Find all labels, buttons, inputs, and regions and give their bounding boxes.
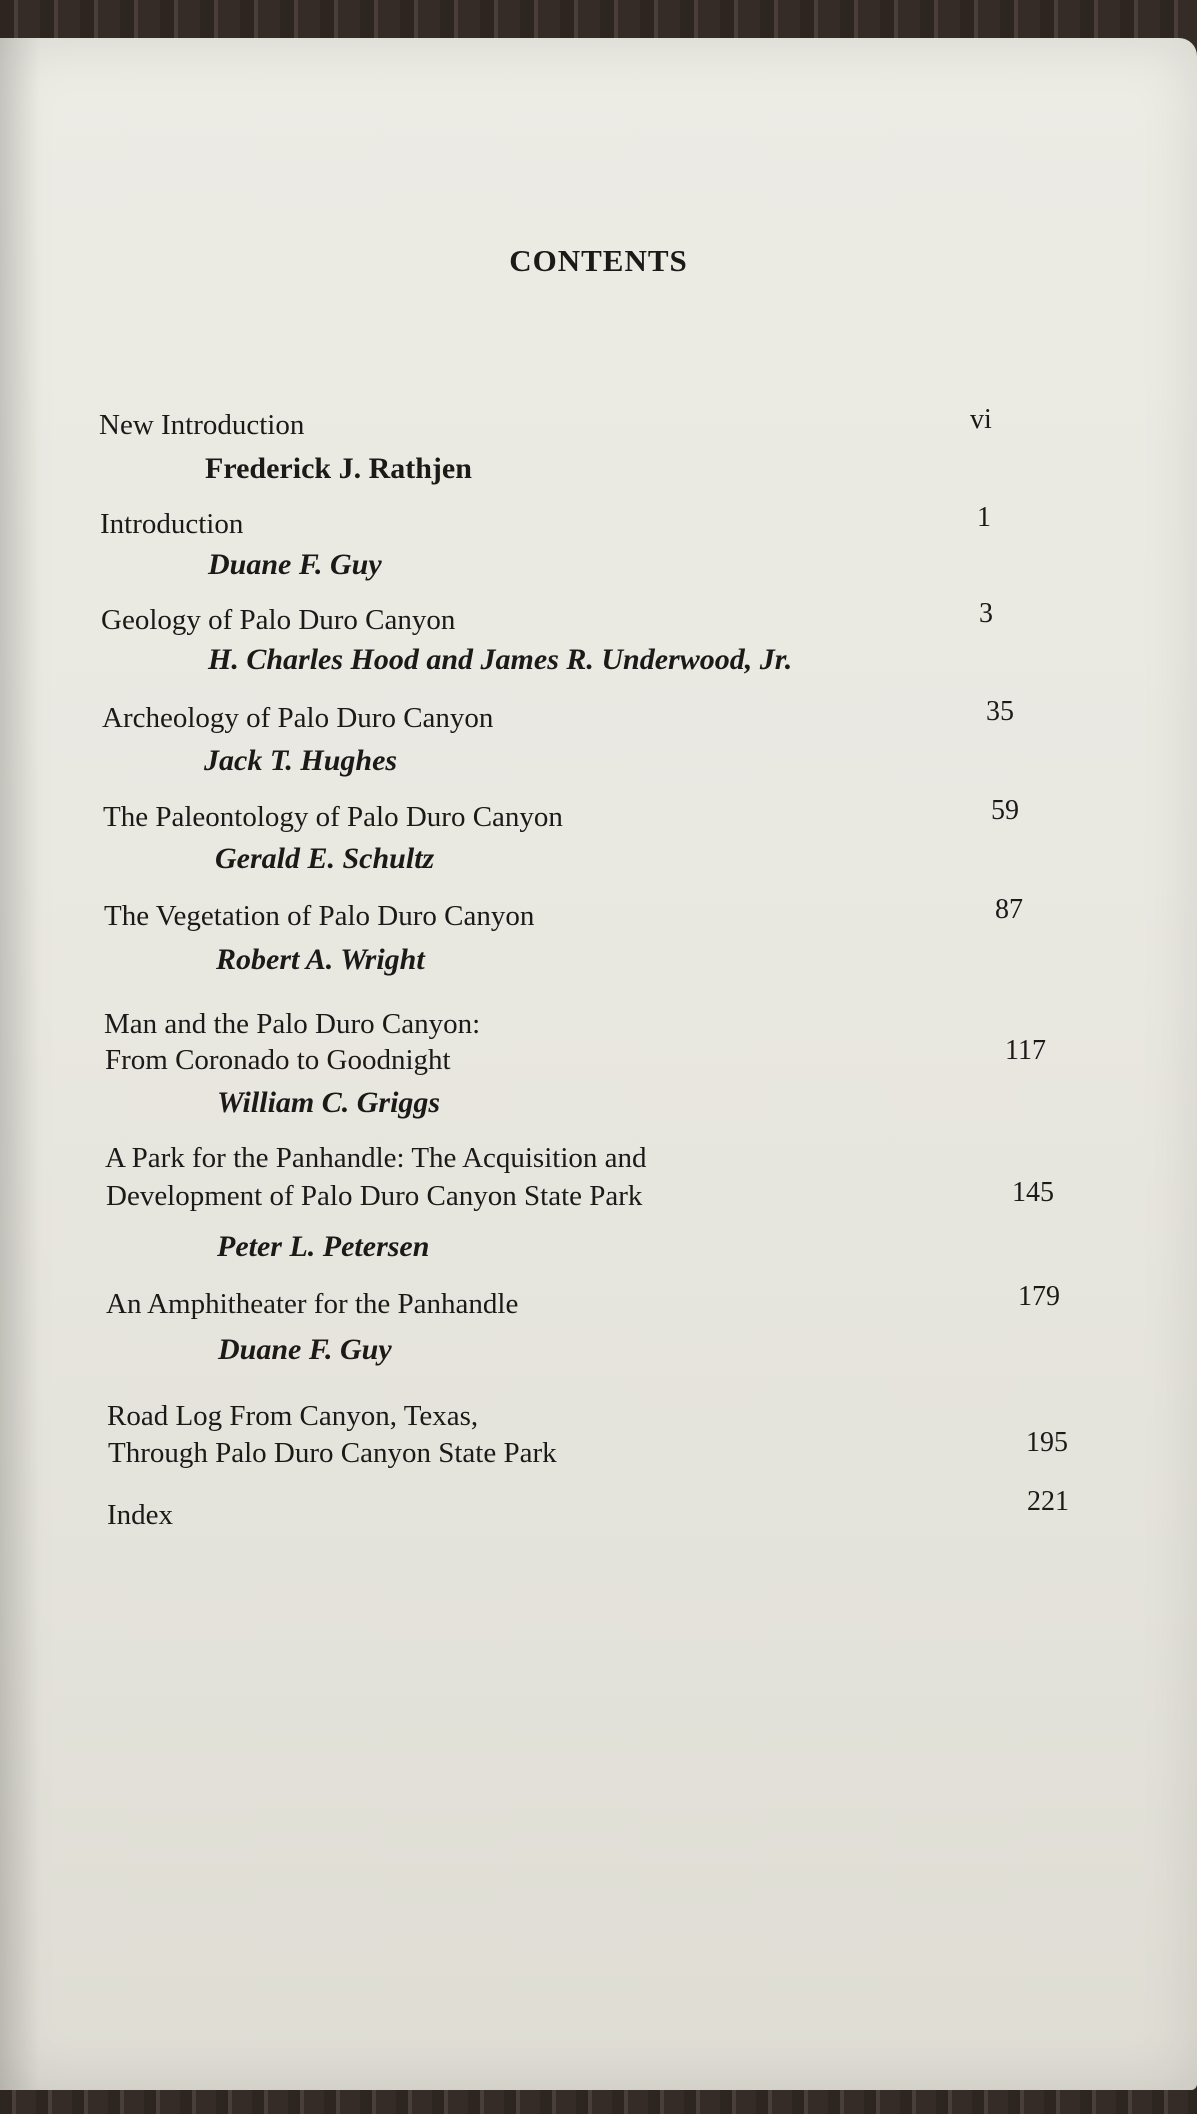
toc-entry-author: Peter L. Petersen (217, 1230, 430, 1263)
toc-entry-title: Geology of Palo Duro Canyon (101, 604, 456, 636)
toc-entry-title: An Amphitheater for the Panhandle (106, 1288, 519, 1320)
contents-heading: CONTENTS (509, 243, 688, 278)
toc-entry-page: 3 (979, 598, 993, 629)
toc-entry-author: Duane F. Guy (218, 1333, 392, 1366)
toc-entry-title-line-1: Road Log From Canyon, Texas, (107, 1400, 479, 1432)
toc-entry-title-line-2: Development of Palo Duro Canyon State Park (106, 1180, 643, 1212)
toc-entry-author: Frederick J. Rathjen (205, 452, 472, 485)
toc-entry-title: The Paleontology of Palo Duro Canyon (103, 801, 563, 833)
toc-entry-page: 221 (1027, 1486, 1069, 1517)
toc-entry-author: William C. Griggs (217, 1086, 441, 1119)
toc-entry-title: Archeology of Palo Duro Canyon (102, 702, 494, 734)
toc-entry-page: 59 (991, 795, 1019, 826)
toc-entry-page: 87 (995, 894, 1023, 925)
toc-entry-author: Robert A. Wright (216, 943, 425, 976)
toc-entry-page: 145 (1012, 1177, 1054, 1208)
toc-entry-page: 35 (986, 696, 1014, 727)
toc-entry-page: vi (970, 404, 992, 435)
toc-entry-page: 179 (1018, 1281, 1060, 1312)
toc-entry-page: 1 (977, 502, 991, 533)
toc-entry-author: Jack T. Hughes (204, 744, 398, 777)
page-gutter-shadow (0, 38, 40, 2090)
toc-entry-page: 117 (1005, 1035, 1046, 1066)
toc-entry-title: The Vegetation of Palo Duro Canyon (104, 900, 535, 932)
toc-entry-title-line-1: Man and the Palo Duro Canyon: (104, 1008, 481, 1040)
toc-entry-author: H. Charles Hood and James R. Underwood, Jr. (208, 643, 793, 676)
toc-entry-title: Index (107, 1499, 174, 1531)
toc-entry-title-line-2: Through Palo Duro Canyon State Park (108, 1437, 557, 1469)
toc-entry-page: 195 (1026, 1427, 1068, 1458)
toc-entry-title-line-2: From Coronado to Goodnight (105, 1044, 451, 1076)
toc-entry-title-line-1: A Park for the Panhandle: The Acquisition and (105, 1142, 647, 1174)
toc-entry-title: Introduction (100, 508, 244, 540)
toc-entry-author: Gerald E. Schultz (215, 842, 435, 875)
toc-entry-author: Duane F. Guy (208, 548, 382, 581)
toc-entry-title: New Introduction (99, 409, 305, 441)
